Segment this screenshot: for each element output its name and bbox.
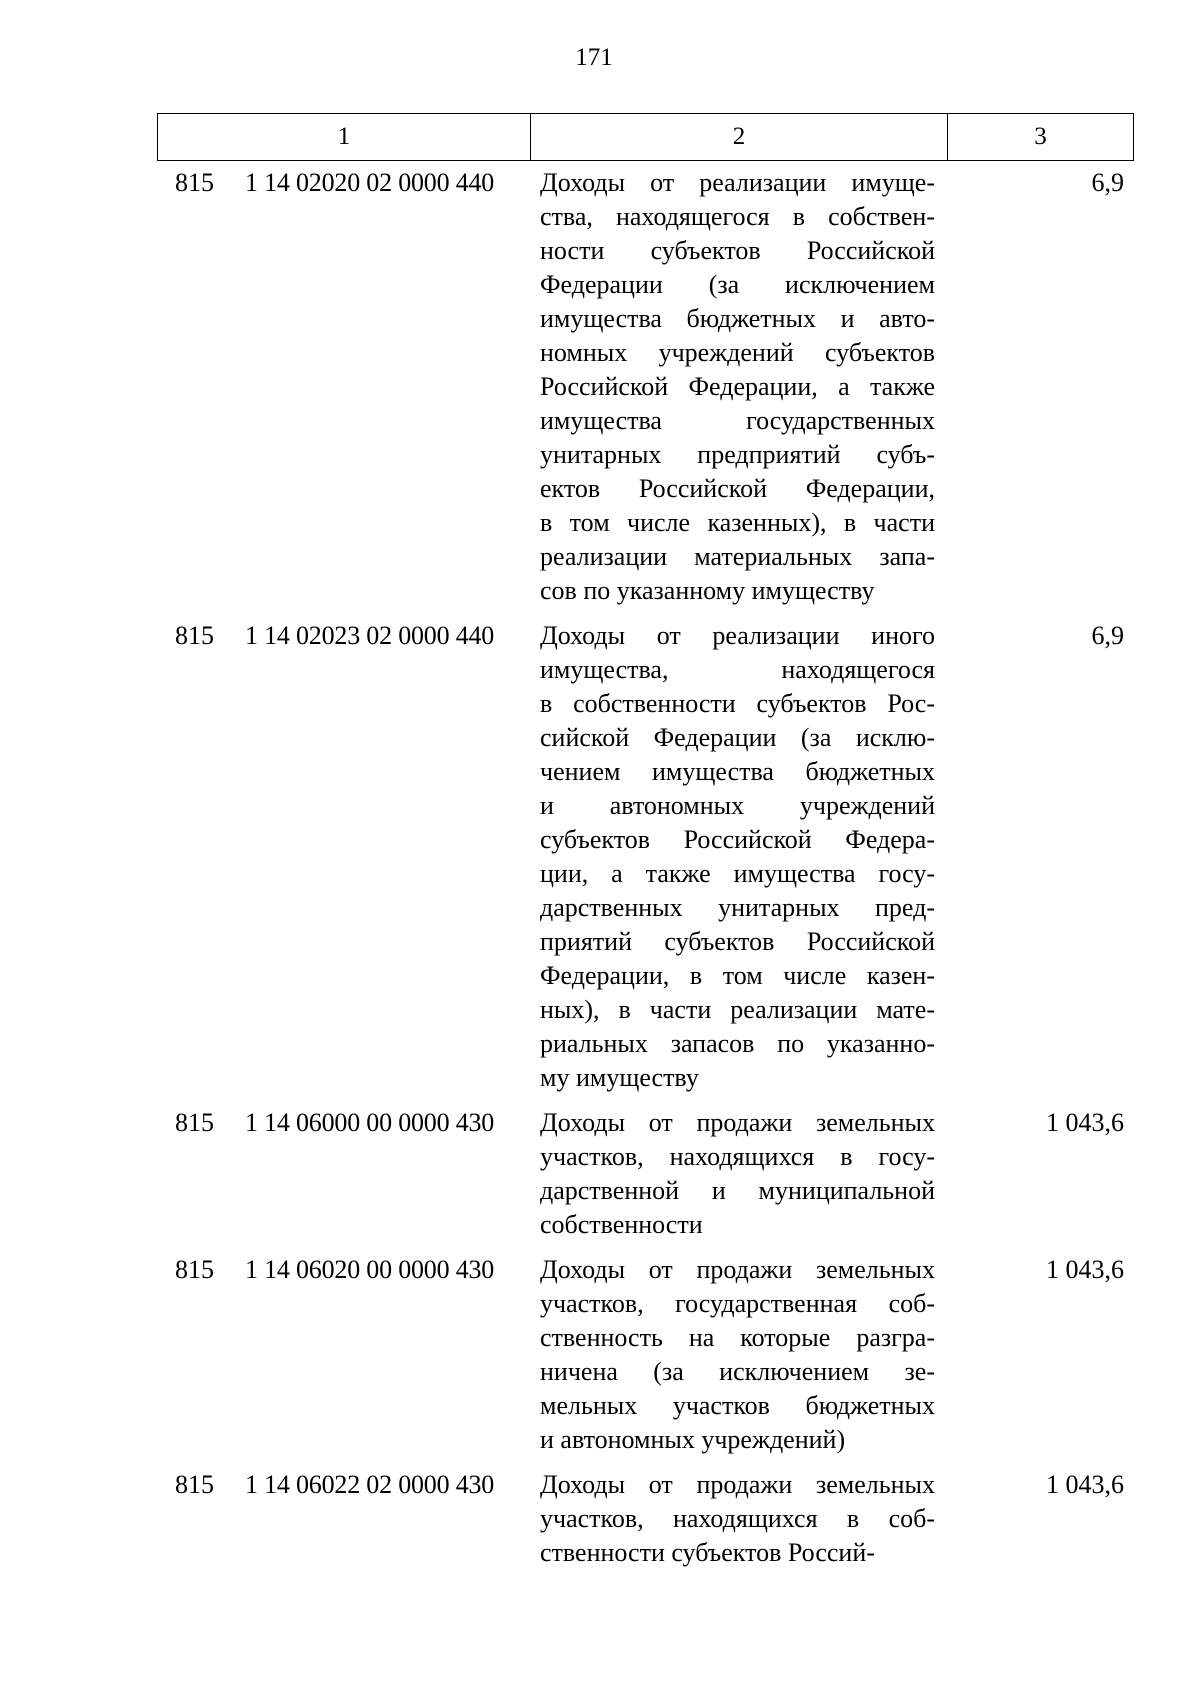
description-cell	[540, 1106, 935, 1242]
description-line: сов по указанному имуществу	[540, 576, 875, 605]
budget-classification-code: 1 14 06022 02 0000 430	[245, 1470, 495, 1499]
description-line: имущества государственных	[540, 406, 935, 435]
description-line: Российской Федерации, а также	[540, 372, 935, 401]
description-line: дарственной и муниципальной	[540, 1176, 935, 1205]
amount-cell: 6,9	[1091, 621, 1124, 650]
header-col-3: 3	[1034, 123, 1047, 150]
description-line: имущества бюджетных и авто-	[540, 304, 935, 333]
admin-code: 815	[175, 168, 214, 197]
amount-cell: 1 043,6	[1046, 1470, 1124, 1499]
admin-code: 815	[175, 1108, 214, 1137]
description-line: ектов Российской Федерации,	[540, 474, 935, 503]
code-cell	[157, 1106, 530, 1140]
description-line: имущества, находящегося	[540, 655, 935, 684]
description-line: реализации материальных запа-	[540, 542, 935, 571]
description-line: участков, находящихся в соб-	[540, 1504, 935, 1533]
header-col-1: 1	[158, 114, 531, 160]
description-cell	[540, 1468, 935, 1570]
table-row	[157, 619, 1134, 1095]
description-line: Федерации (за исключением	[540, 270, 935, 299]
description-line: мельных участков бюджетных	[540, 1391, 935, 1420]
description-line: и автономных учреждений)	[540, 1425, 846, 1454]
description-line: в собственности субъектов Рос-	[540, 689, 935, 718]
description-line: субъектов Российской Федера-	[540, 825, 935, 854]
description-cell	[540, 1253, 935, 1457]
description-line: участков, государственная соб-	[540, 1289, 935, 1318]
description-line: участков, находящихся в госу-	[540, 1142, 935, 1171]
description-line: ных), в части реализации мате-	[540, 995, 935, 1024]
description-line: Доходы от продажи земельных	[540, 1108, 935, 1137]
description-line: Доходы от реализации иного	[540, 621, 935, 650]
description-line: Доходы от продажи земельных	[540, 1470, 935, 1499]
description-line: ственности субъектов Россий-	[540, 1538, 875, 1567]
table-row	[157, 1468, 1134, 1570]
description-line: и автономных учреждений	[540, 791, 935, 820]
description-cell	[540, 166, 935, 608]
table-header	[157, 113, 1134, 161]
budget-classification-code: 1 14 02020 02 0000 440	[245, 168, 495, 197]
code-cell	[157, 166, 530, 200]
page-number: 171	[575, 44, 613, 71]
description-line: сийской Федерации (за исклю-	[540, 723, 935, 752]
amount-cell: 6,9	[1091, 168, 1124, 197]
amount-cell: 1 043,6	[1046, 1108, 1124, 1137]
table-row	[157, 166, 1134, 608]
description-line: ции, а также имущества госу-	[540, 859, 935, 888]
description-line: чением имущества бюджетных	[540, 757, 935, 786]
description-line: му имуществу	[540, 1063, 699, 1092]
header-col-2: 2	[531, 114, 948, 160]
code-cell	[157, 1468, 530, 1502]
description-line: Федерации, в том числе казен-	[540, 961, 935, 990]
description-line: в том числе казенных), в части	[540, 508, 935, 537]
description-line: приятий субъектов Российской	[540, 927, 935, 956]
description-line: риальных запасов по указанно-	[540, 1029, 935, 1058]
description-cell	[540, 619, 935, 1095]
description-line: ничена (за исключением зе-	[540, 1357, 935, 1386]
description-line: унитарных предприятий субъ-	[540, 440, 935, 469]
budget-classification-code: 1 14 06020 00 0000 430	[245, 1255, 495, 1284]
code-cell	[157, 619, 530, 653]
description-line: номных учреждений субъектов	[540, 338, 935, 367]
description-line: ства, находящегося в собствен-	[540, 202, 935, 231]
description-line: ности субъектов Российской	[540, 236, 935, 265]
description-line: дарственных унитарных пред-	[540, 893, 935, 922]
description-line: Доходы от реализации имуще-	[540, 168, 935, 197]
budget-classification-code: 1 14 02023 02 0000 440	[245, 621, 495, 650]
table-body	[157, 166, 1134, 1581]
admin-code: 815	[175, 1255, 214, 1284]
description-line: Доходы от продажи земельных	[540, 1255, 935, 1284]
code-cell	[157, 1253, 530, 1287]
admin-code: 815	[175, 621, 214, 650]
budget-classification-code: 1 14 06000 00 0000 430	[245, 1108, 495, 1137]
table-row	[157, 1106, 1134, 1242]
description-line: ственность на которые разгра-	[540, 1323, 935, 1352]
description-line: собственности	[540, 1210, 703, 1239]
admin-code: 815	[175, 1470, 214, 1499]
amount-cell: 1 043,6	[1046, 1255, 1124, 1284]
table-row	[157, 1253, 1134, 1457]
